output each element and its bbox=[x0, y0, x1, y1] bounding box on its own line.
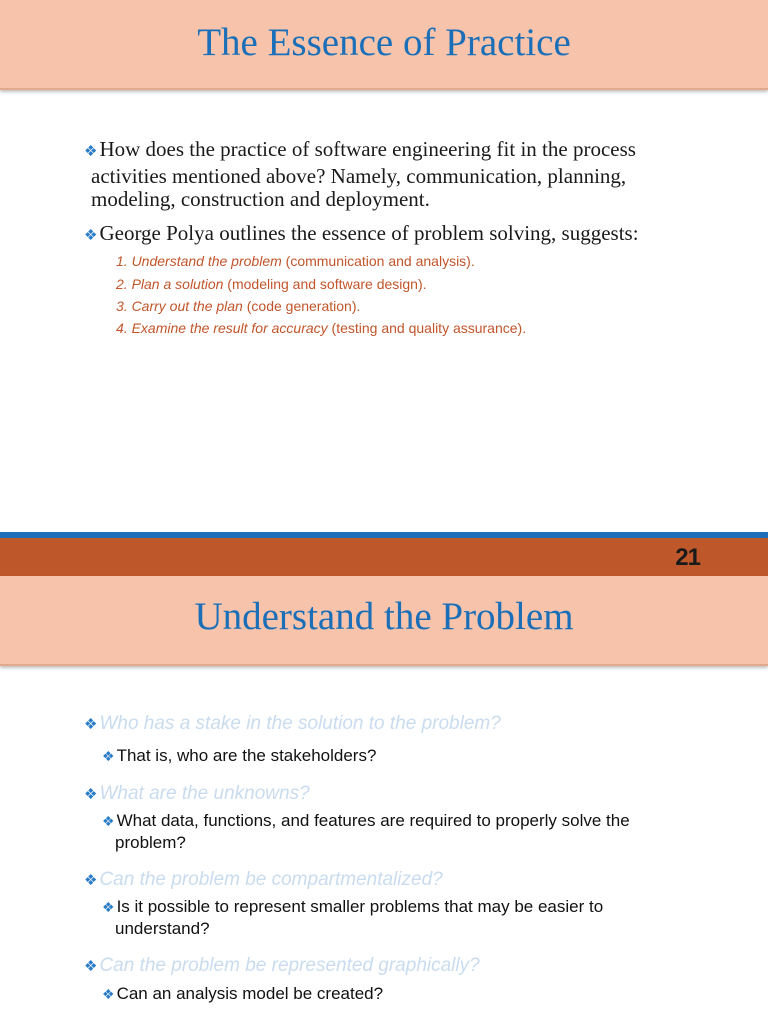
step-item: 3. Carry out the plan (code generation). bbox=[116, 298, 361, 314]
step-item: 2. Plan a solution (modeling and software design). bbox=[116, 276, 427, 292]
answer-item: ❖ Can an analysis model be created? bbox=[102, 984, 384, 1003]
slide-title: The Essence of Practice bbox=[197, 21, 571, 64]
bullet-polya: ❖George Polya outlines the essence of problem solving, suggests: bbox=[84, 221, 639, 245]
step-item: 4. Examine the result for accuracy (testing and quality assurance). bbox=[116, 320, 527, 336]
answer-item: ❖ What data, functions, and features are required to properly solve the problem? bbox=[102, 811, 630, 852]
diamond-bullet-icon: ❖ bbox=[84, 228, 98, 244]
diamond-bullet-icon: ❖ bbox=[84, 144, 98, 160]
bullet-practice-question: ❖How does the practice of software engineering fit in the process activities mentioned above? Namely, communication, planning, modeling, construction and deployment. bbox=[84, 137, 636, 211]
diamond-bullet-icon: ❖ bbox=[102, 813, 115, 829]
slide-title: Understand the Problem bbox=[194, 595, 574, 638]
answer-item: ❖ That is, who are the stakeholders? bbox=[102, 746, 377, 765]
divider-orange-bar bbox=[0, 538, 768, 576]
diamond-bullet-icon: ❖ bbox=[84, 872, 98, 889]
question-item: ❖ Can the problem be represented graphically? bbox=[84, 955, 480, 976]
question-item: ❖ What are the unknowns? bbox=[84, 783, 310, 804]
diamond-bullet-icon: ❖ bbox=[84, 786, 98, 803]
page-number: 21 bbox=[675, 544, 700, 571]
question-item: ❖ Who has a stake in the solution to the problem? bbox=[84, 713, 501, 734]
step-item: 1. Understand the problem (communication and analysis). bbox=[116, 253, 475, 269]
diamond-bullet-icon: ❖ bbox=[102, 899, 115, 915]
diamond-bullet-icon: ❖ bbox=[102, 748, 115, 764]
diamond-bullet-icon: ❖ bbox=[84, 716, 98, 733]
answer-item: ❖ Is it possible to represent smaller problems that may be easier to understand? bbox=[102, 897, 604, 938]
diamond-bullet-icon: ❖ bbox=[102, 986, 115, 1002]
question-item: ❖ Can the problem be compartmentalized? bbox=[84, 869, 443, 890]
diamond-bullet-icon: ❖ bbox=[84, 958, 98, 975]
